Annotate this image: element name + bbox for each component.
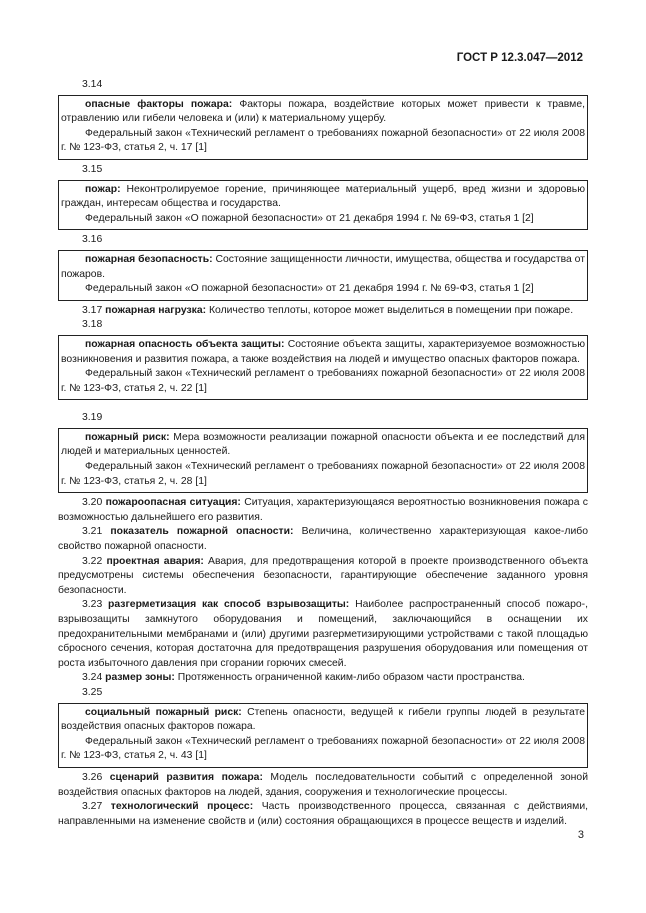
entry-number: 3.25: [82, 686, 103, 698]
entry-box: [58, 703, 588, 768]
entry-definition: Авария, для предотвращения которой в проекте производственного объекта предусмотрены системы обеспечения безопасности, гарантирующие обеспечение заданного уровня безопасности.: [58, 555, 588, 596]
entry-number: 3.21: [82, 526, 103, 538]
entry-term: показатель пожарной опасности:: [110, 526, 294, 538]
entry-definition: Протяженность ограниченной каким-либо образом части пространства.: [174, 672, 525, 684]
document-body: [58, 78, 588, 829]
entry-number: 3.22: [82, 555, 103, 567]
entry-number: 3.23: [82, 599, 103, 611]
entry-term: размер зоны:: [105, 672, 175, 684]
entry-number: 3.26: [82, 771, 103, 783]
entry-paragraph: [58, 555, 588, 599]
entry-number: 3.17: [82, 304, 103, 316]
entry-term: пожарная нагрузка:: [105, 304, 207, 316]
entry-number: 3.15: [82, 163, 103, 175]
entry-term: проектная авария:: [106, 555, 204, 567]
entry-term: пожарная опасность объекта защиты:: [85, 338, 285, 350]
document-header: ГОСТ Р 12.3.047—2012: [456, 52, 583, 64]
entry-paragraph: [58, 800, 588, 829]
page-number: 3: [577, 829, 584, 841]
entry-paragraph: [58, 671, 588, 686]
entry-number: 3.19: [82, 412, 103, 424]
entry-box: [58, 180, 588, 231]
entry-definition: Степень опасности, ведущей к гибели группы людей в результате воздействия опасных факторов пожара.: [61, 706, 586, 733]
entry-term: разгерметизация как способ взрывозащиты:: [108, 599, 350, 611]
entry-definition: Модель последовательности событий с определенной зоной воздействия опасных факторов на людей, здания, сооружения и технологические процессы.: [58, 771, 588, 798]
entry-definition: Часть производственного процесса, связанная с действиями, направленными на изменение свойств и (или) состояния обращающихся в процессе веществ и изделий.: [58, 801, 589, 827]
entry-paragraph: [58, 304, 588, 319]
entry-term: сценарий развития пожара:: [109, 771, 263, 783]
entry-box: [58, 335, 588, 400]
entry-number: 3.16: [82, 234, 103, 246]
entry-source: Федеральный закон «Технический регламент о требованиях пожарной безопасности» от 22 июля 2008 г. № 123-ФЗ, статья 2, ч. 17 [1]: [61, 127, 585, 154]
entry-paragraph: [58, 771, 588, 800]
entry-term: пожарный риск:: [85, 431, 170, 443]
entry-definition: Состояние защищенности личности, имущества, общества и государства от пожаров.: [61, 253, 585, 280]
entry-box: [58, 250, 588, 301]
entry-term: социальный пожарный риск:: [85, 706, 242, 718]
entry-number: 3.27: [82, 801, 103, 813]
entry-source: Федеральный закон «О пожарной безопасности» от 21 декабря 1994 г. № 69-ФЗ, статья 1 [2]: [85, 212, 534, 224]
entry-source: Федеральный закон «Технический регламент о требованиях пожарной безопасности» от 22 июля 2008 г. № 123-ФЗ, статья 2, ч. 28 [1]: [61, 461, 585, 487]
entry-box: [58, 95, 588, 160]
entry-term: пожар:: [85, 183, 121, 195]
entry-definition: Мера возможности реализации пожарной опасности объекта и ее последствий для людей и материальных ценностей.: [61, 431, 585, 458]
entry-number: 3.20: [82, 497, 103, 509]
entry-definition: Неконтролируемое горение, причиняющее материальный ущерб, вред жизни и здоровью граждан, интересам общества и государства.: [61, 183, 585, 210]
entry-box: [58, 428, 588, 493]
entry-term: опасные факторы пожара:: [85, 98, 233, 110]
entry-term: технологический процесс:: [110, 801, 254, 813]
entry-definition: Факторы пожара, воздействие которых может привести к травме, отравлению или гибели человека и (или) к материальному ущербу.: [61, 98, 585, 125]
entry-definition: Величина, количественно характеризующая какое-либо свойство пожарной опасности.: [58, 526, 588, 553]
entry-source: Федеральный закон «О пожарной безопасности» от 21 декабря 1994 г. № 69-ФЗ, статья 1 [2]: [85, 283, 534, 295]
entry-source: Федеральный закон «Технический регламент о требованиях пожарной безопасности» от 22 июля 2008 г. № 123-ФЗ, статья 2, ч. 43 [1]: [61, 735, 585, 762]
entry-term: пожароопасная ситуация:: [105, 497, 241, 509]
entry-definition: Ситуация, характеризующаяся вероятностью возникновения пожара с возможностью дальнейшего его развития.: [58, 497, 588, 523]
entry-paragraph: [58, 525, 588, 554]
entry-number: 3.14: [82, 79, 103, 90]
entry-definition: Состояние объекта защиты, характеризуемое возможностью возникновения и развития пожара, а также воздействия на людей и имущество опасных факторов пожара.: [61, 338, 585, 365]
entry-number: 3.24: [82, 672, 103, 684]
entry-paragraph: [58, 496, 588, 525]
entry-definition: Количество теплоты, которое может выделиться в помещении при пожаре.: [206, 304, 574, 316]
entry-definition: Наиболее распространенный способ пожаро-, взрывозащиты замкнутого оборудования и помещений, заключающийся в оснащении их предохранительными мембранами и (или) другими разгерметизирующими устройствами с такой площадью сбросного сечения, которая достаточна для предотвращения разрушения оборудования или помещения от роста избыточного давления при сгорании горючих смесей.: [58, 599, 588, 669]
entry-term: пожарная безопасность:: [85, 253, 213, 265]
entry-number: 3.18: [82, 319, 103, 331]
entry-paragraph: [58, 598, 588, 671]
entry-source: Федеральный закон «Технический регламент о требованиях пожарной безопасности» от 22 июля 2008 г. № 123-ФЗ, статья 2, ч. 22 [1]: [61, 368, 585, 394]
